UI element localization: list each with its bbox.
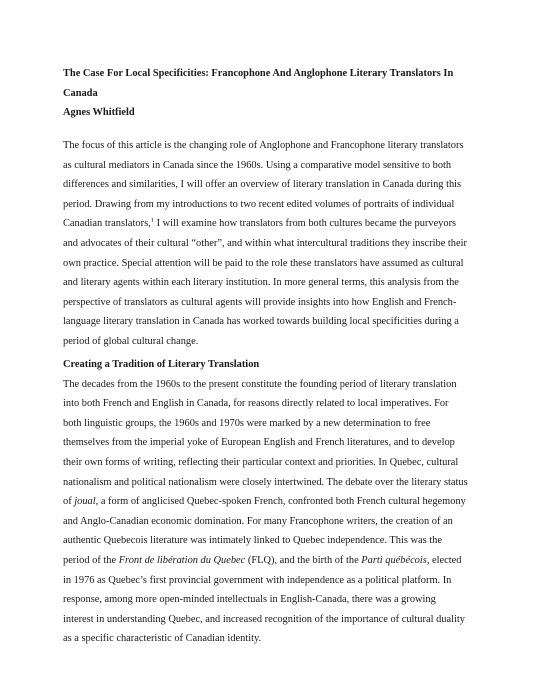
abstract-line: as cultural mediators in Canada since the 1960s. Using a comparative model sensitive to both xyxy=(63,159,452,171)
section-creating-tradition xyxy=(63,355,483,649)
section-heading: Creating a Tradition of Literary Translation xyxy=(63,359,260,370)
document-title-line-2: Canada xyxy=(63,87,98,99)
abstract-line: and literary agents within each literary institution. In more general terms, this analysis from the xyxy=(63,277,459,289)
abstract-text: I will examine how translators from both cultures became the purveyors xyxy=(153,218,457,230)
italic-term: Parti québécois xyxy=(361,554,427,566)
body-line: The decades from the 1960s to the present constitute the founding period of literary translation xyxy=(63,378,457,390)
footnote-reference[interactable]: 1 xyxy=(150,217,154,225)
body-line xyxy=(63,551,483,571)
body-line: authentic Quebecois literature was intimately linked to Quebec independence. This was the xyxy=(63,535,442,547)
abstract-text: Canadian translators, xyxy=(63,218,151,230)
italic-term: Front de libération du Quebec xyxy=(118,554,246,566)
author-name: Agnes Whitfield xyxy=(63,107,135,119)
abstract-line: differences and similarities, I will offer an overview of literary translation in Canada during this xyxy=(63,179,462,191)
abstract-line xyxy=(63,214,483,234)
abstract-line: and advocates of their cultural “other”, and within what intercultural traditions they inscribe their xyxy=(63,237,467,249)
italic-term: joual xyxy=(74,496,96,508)
abstract-paragraph xyxy=(63,136,483,352)
body-line: as a specific characteristic of Canadian identity. xyxy=(63,633,262,645)
title-block xyxy=(63,64,483,123)
body-line: both linguistic groups, the 1960s and 1970s were marked by a new determination to free xyxy=(63,417,431,429)
body-text: period of the xyxy=(63,554,119,566)
body-line: themselves from the imperial yoke of European English and French literatures, and to develop xyxy=(63,437,455,449)
body-line xyxy=(63,492,483,512)
body-text: , elected xyxy=(426,554,462,566)
document-title-line-1: The Case For Local Specificities: Francophone And Anglophone Literary Translators In xyxy=(63,68,454,79)
body-line: response, among more open-minded intellectuals in English-Canada, there was a growing xyxy=(63,594,436,606)
body-line: and Anglo-Canadian economic domination. For many Francophone writers, the creation of an xyxy=(63,515,453,527)
abstract-line: The focus of this article is the changing role of Anglophone and Francophone literary translators xyxy=(63,140,464,151)
body-text: of xyxy=(63,496,75,508)
abstract-line: period of global cultural change. xyxy=(63,335,199,347)
abstract-line: period. Drawing from my introductions to two recent edited volumes of portraits of individual xyxy=(63,198,455,210)
body-line: into both French and English in Canada, for reasons directly related to local imperatives. For xyxy=(63,398,449,410)
abstract-line: own practice. Special attention will be paid to the role these translators have assumed as cultural xyxy=(63,257,464,269)
body-line: nationalism and political nationalism were closely intertwined. The debate over the literary status xyxy=(63,476,468,488)
abstract-line: language literary translation in Canada has worked towards building local specificities during a xyxy=(63,316,459,328)
body-line: interest in understanding Quebec, and increased recognition of the importance of cultural duality xyxy=(63,613,465,625)
body-line: their own forms of writing, reflecting their particular context and priorities. In Quebec, cultural xyxy=(63,456,459,468)
body-text: , a form of anglicised Quebec-spoken French, confronted both French cultural hegemony xyxy=(95,496,466,508)
abstract-line: perspective of translators as cultural agents will provide insights into how English and French- xyxy=(63,296,457,308)
body-text: (FLQ), and the birth of the xyxy=(245,554,362,566)
body-line: in 1976 as Quebec’s first provincial government with independence as a political platform. In xyxy=(63,574,452,586)
